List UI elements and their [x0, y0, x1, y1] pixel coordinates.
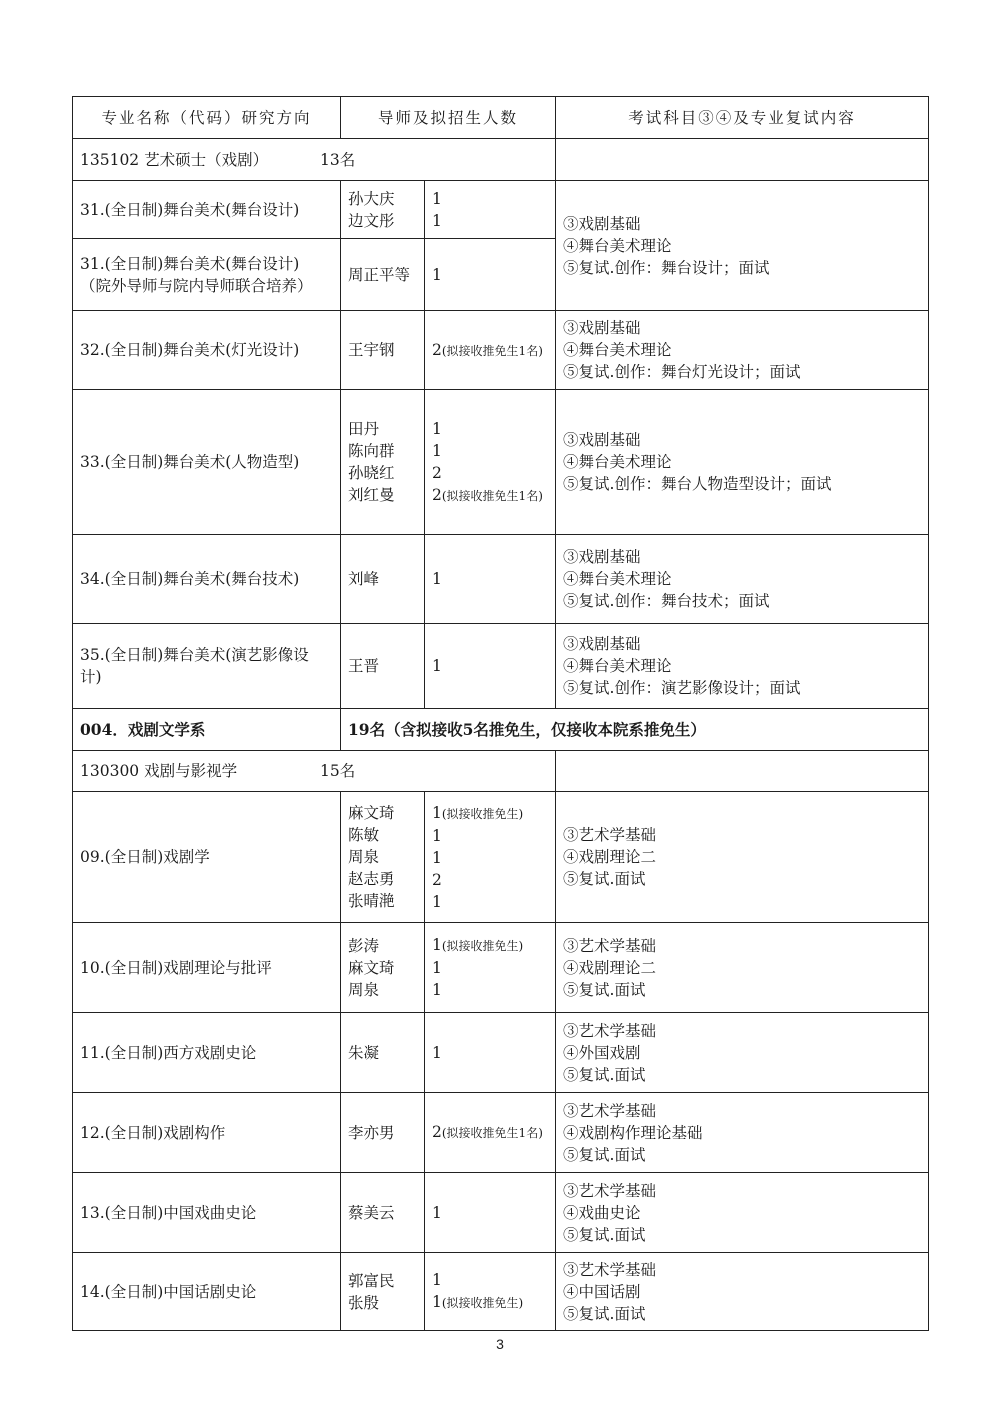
exam-cell — [556, 1093, 929, 1173]
exam-cell-line: ④舞台美术理论 — [563, 236, 672, 255]
direction-cell-line: 31.(全日制)舞台美术(舞台设计) — [80, 254, 300, 273]
direction-cell-line: 14.(全日制)中国话剧史论 — [80, 1282, 257, 1301]
direction-cell — [73, 923, 341, 1013]
count-cell — [425, 390, 556, 535]
tutor-cell — [341, 390, 425, 535]
header-major-direction: 专业名称（代码）研究方向 — [73, 97, 341, 139]
exam-cell — [556, 1173, 929, 1253]
count-line: 1 — [432, 211, 442, 230]
major-count: 13名 — [320, 150, 356, 169]
exam-cell-line: ③艺术学基础 — [563, 936, 657, 955]
tutor-cell — [341, 792, 425, 923]
direction-cell-line: （院外导师与院内导师联合培养） — [80, 276, 313, 295]
exam-cell-line: ④戏曲史论 — [563, 1203, 641, 1222]
enrollment-table — [72, 96, 929, 1331]
direction-cell — [73, 181, 341, 239]
tutor-cell-line: 边文彤 — [348, 211, 395, 230]
count-cell — [425, 1253, 556, 1331]
exam-cell — [556, 1013, 929, 1093]
count-cell — [425, 181, 556, 239]
tutor-cell-line: 田丹 — [348, 420, 380, 438]
tutor-cell-line: 张殷 — [348, 1293, 380, 1312]
table-row — [73, 792, 929, 923]
count-line: 1 — [432, 981, 442, 999]
count-line — [432, 934, 548, 957]
exam-cell-line: ③戏剧基础 — [563, 635, 641, 653]
exam-cell — [556, 390, 929, 535]
exam-cell-line: ④舞台美术理论 — [563, 341, 672, 359]
dept-row — [73, 709, 929, 751]
exam-cell-line: ⑤复试.面试 — [563, 980, 646, 999]
exam-cell — [556, 535, 929, 624]
exam-cell-line: ⑤复试.面试 — [563, 1304, 646, 1323]
empty-cell — [556, 751, 929, 792]
count-line: 1 — [432, 892, 442, 911]
tutor-cell — [341, 624, 425, 709]
exam-cell — [556, 624, 929, 709]
count-value: 1 — [432, 936, 442, 954]
major-name: 135102 艺术硕士（戏剧） — [80, 150, 269, 169]
tutor-cell-line: 李亦男 — [348, 1123, 395, 1142]
exam-cell-line: ④舞台美术理论 — [563, 570, 672, 588]
count-line: 2 — [432, 870, 442, 889]
major-cell — [73, 751, 556, 792]
direction-cell — [73, 311, 341, 390]
tutor-cell — [341, 535, 425, 624]
table-row — [73, 311, 929, 390]
tutor-cell — [341, 1093, 425, 1173]
direction-cell-line: 09.(全日制)戏剧学 — [80, 848, 210, 866]
exam-cell-line: ⑤复试.创作：演艺影像设计；面试 — [563, 679, 801, 697]
count-line: 1 — [432, 570, 442, 588]
table-row — [73, 1093, 929, 1173]
count-line: 1 — [432, 826, 442, 845]
direction-cell-line: 13.(全日制)中国戏曲史论 — [80, 1203, 257, 1222]
exam-cell-line: ④中国话剧 — [563, 1282, 641, 1301]
count-line — [432, 1291, 548, 1314]
tutor-cell — [341, 311, 425, 390]
exam-cell-line: ⑤复试.面试 — [563, 870, 646, 888]
exam-cell — [556, 311, 929, 390]
count-cell — [425, 311, 556, 390]
exam-cell-line: ③艺术学基础 — [563, 1021, 657, 1040]
tutor-cell — [341, 239, 425, 311]
table-row — [73, 923, 929, 1013]
tutor-cell-line: 张晴滟 — [348, 892, 395, 910]
exam-cell-line: ③艺术学基础 — [563, 1260, 657, 1279]
exam-cell — [556, 181, 929, 311]
count-line: 1 — [432, 419, 442, 438]
direction-cell — [73, 1013, 341, 1093]
exam-cell — [556, 792, 929, 923]
tutor-cell-line: 孙大庆 — [348, 189, 395, 208]
exam-cell-line: ③艺术学基础 — [563, 826, 657, 844]
tutor-cell-line: 王宇钢 — [348, 341, 395, 359]
count-note: (拟接收推免生1名) — [441, 1126, 543, 1140]
tutor-cell-line: 郭富民 — [348, 1271, 395, 1290]
direction-cell — [73, 1093, 341, 1173]
direction-cell-line: 34.(全日制)舞台美术(舞台技术) — [80, 570, 300, 588]
tutor-cell-line: 陈向群 — [348, 442, 395, 460]
exam-cell-line: ⑤复试.面试 — [563, 1145, 646, 1164]
direction-cell-line: 10.(全日制)戏剧理论与批评 — [80, 958, 272, 977]
tutor-cell-line: 麻文琦 — [348, 958, 395, 977]
exam-cell-line: ③戏剧基础 — [563, 431, 641, 449]
dept-count: 19名（含拟接收5名推免生，仅接收本院系推免生） — [341, 709, 929, 751]
count-cell — [425, 1173, 556, 1253]
tutor-cell — [341, 181, 425, 239]
direction-cell — [73, 535, 341, 624]
count-cell — [425, 624, 556, 709]
count-line: 1 — [432, 441, 442, 460]
direction-cell-line: 35.(全日制)舞台美术(演艺影像设 — [80, 646, 309, 664]
direction-cell — [73, 1173, 341, 1253]
tutor-cell — [341, 923, 425, 1013]
count-line — [432, 802, 548, 825]
dept-name: 004．戏剧文学系 — [73, 709, 341, 751]
page-number: 3 — [496, 1336, 504, 1352]
tutor-cell-line: 王晋 — [348, 657, 380, 675]
count-line — [432, 339, 548, 362]
tutor-cell-line: 彭涛 — [348, 936, 380, 955]
exam-cell-line: ⑤复试.创作：舞台技术；面试 — [563, 592, 770, 610]
count-line — [432, 484, 548, 507]
exam-cell-line: ④舞台美术理论 — [563, 453, 672, 471]
exam-cell-line: ⑤复试.创作：舞台人物造型设计；面试 — [563, 475, 832, 493]
tutor-cell-line: 赵志勇 — [348, 870, 395, 888]
count-line — [432, 1121, 548, 1144]
tutor-cell-line: 刘峰 — [348, 570, 380, 588]
major-row-art — [73, 139, 929, 181]
count-line: 2 — [432, 463, 442, 482]
count-value: 1 — [432, 1293, 442, 1311]
tutor-cell — [341, 1253, 425, 1331]
count-line: 1 — [432, 1043, 442, 1062]
header-exam-subjects: 考试科目③④及专业复试内容 — [556, 97, 929, 139]
count-cell — [425, 792, 556, 923]
table-row — [73, 535, 929, 624]
count-note: (拟接收推免生1名) — [441, 488, 543, 503]
count-note: (拟接收推免生) — [441, 1296, 524, 1310]
direction-cell-line: 11.(全日制)西方戏剧史论 — [80, 1043, 257, 1062]
empty-cell — [556, 139, 929, 181]
exam-cell-line: ⑤复试.面试 — [563, 1065, 646, 1084]
direction-cell — [73, 239, 341, 311]
direction-cell — [73, 1253, 341, 1331]
tutor-cell-line: 刘红曼 — [348, 486, 395, 504]
count-line: 1 — [432, 1203, 442, 1222]
count-cell — [425, 239, 556, 311]
direction-cell-line: 32.(全日制)舞台美术(灯光设计) — [80, 341, 300, 359]
exam-cell-line: ③戏剧基础 — [563, 319, 641, 337]
direction-cell-line: 33.(全日制)舞台美术(人物造型) — [80, 453, 300, 471]
major-cell — [73, 139, 556, 181]
exam-cell-line: ④戏剧理论二 — [563, 958, 657, 977]
exam-cell-line: ⑤复试.创作：舞台设计；面试 — [563, 258, 770, 277]
count-value: 2 — [432, 1123, 442, 1141]
tutor-cell-line: 孙晓红 — [348, 464, 395, 482]
tutor-cell-line: 陈敏 — [348, 826, 380, 844]
exam-cell-line: ⑤复试.面试 — [563, 1225, 646, 1244]
exam-cell — [556, 1253, 929, 1331]
exam-cell-line: ④戏剧理论二 — [563, 848, 657, 866]
tutor-cell — [341, 1013, 425, 1093]
count-line: 1 — [432, 265, 442, 284]
tutor-cell-line: 蔡美云 — [348, 1203, 395, 1222]
count-note: (拟接收推免生) — [441, 939, 524, 953]
major-count: 15名 — [320, 762, 356, 780]
count-line: 1 — [432, 1271, 442, 1289]
tutor-cell — [341, 1173, 425, 1253]
count-cell — [425, 923, 556, 1013]
direction-cell-line: 12.(全日制)戏剧构作 — [80, 1123, 226, 1142]
tutor-cell-line: 周正平等 — [348, 265, 411, 284]
count-line: 1 — [432, 959, 442, 977]
count-cell — [425, 1013, 556, 1093]
count-cell — [425, 1093, 556, 1173]
major-name: 130300 戏剧与影视学 — [80, 762, 238, 780]
tutor-cell-line: 麻文琦 — [348, 804, 395, 822]
exam-cell-line: ④戏剧构作理论基础 — [563, 1123, 703, 1142]
count-note: (拟接收推免生1名) — [441, 343, 543, 358]
table-row — [73, 1013, 929, 1093]
table-row — [73, 181, 929, 239]
exam-cell-line: ④外国戏剧 — [563, 1043, 641, 1062]
count-value: 1 — [432, 803, 442, 822]
exam-cell-line: ③艺术学基础 — [563, 1101, 657, 1120]
count-value: 2 — [432, 340, 442, 359]
direction-cell — [73, 624, 341, 709]
table-row — [73, 1173, 929, 1253]
direction-cell-line: 31.(全日制)舞台美术(舞台设计) — [80, 200, 300, 219]
exam-cell-line: ③艺术学基础 — [563, 1181, 657, 1200]
count-note: (拟接收推免生) — [441, 806, 524, 821]
exam-cell — [556, 923, 929, 1013]
count-line: 1 — [432, 848, 442, 867]
header-tutors-count: 导师及拟招生人数 — [341, 97, 556, 139]
direction-cell — [73, 792, 341, 923]
tutor-cell-line: 朱凝 — [348, 1043, 380, 1062]
tutor-cell-line: 周泉 — [348, 848, 380, 866]
table-row — [73, 624, 929, 709]
count-value: 2 — [432, 485, 442, 504]
count-line: 1 — [432, 657, 442, 675]
table-header-row — [73, 97, 929, 139]
tutor-cell-line: 周泉 — [348, 980, 380, 999]
major-row-drama — [73, 751, 929, 792]
direction-cell-line: 计) — [80, 668, 102, 686]
count-cell — [425, 535, 556, 624]
table-row — [73, 390, 929, 535]
exam-cell-line: ④舞台美术理论 — [563, 657, 672, 675]
exam-cell-line: ③戏剧基础 — [563, 214, 641, 233]
count-line: 1 — [432, 189, 442, 208]
exam-cell-line: ⑤复试.创作：舞台灯光设计；面试 — [563, 363, 801, 381]
direction-cell — [73, 390, 341, 535]
exam-cell-line: ③戏剧基础 — [563, 548, 641, 566]
table-row — [73, 1253, 929, 1331]
